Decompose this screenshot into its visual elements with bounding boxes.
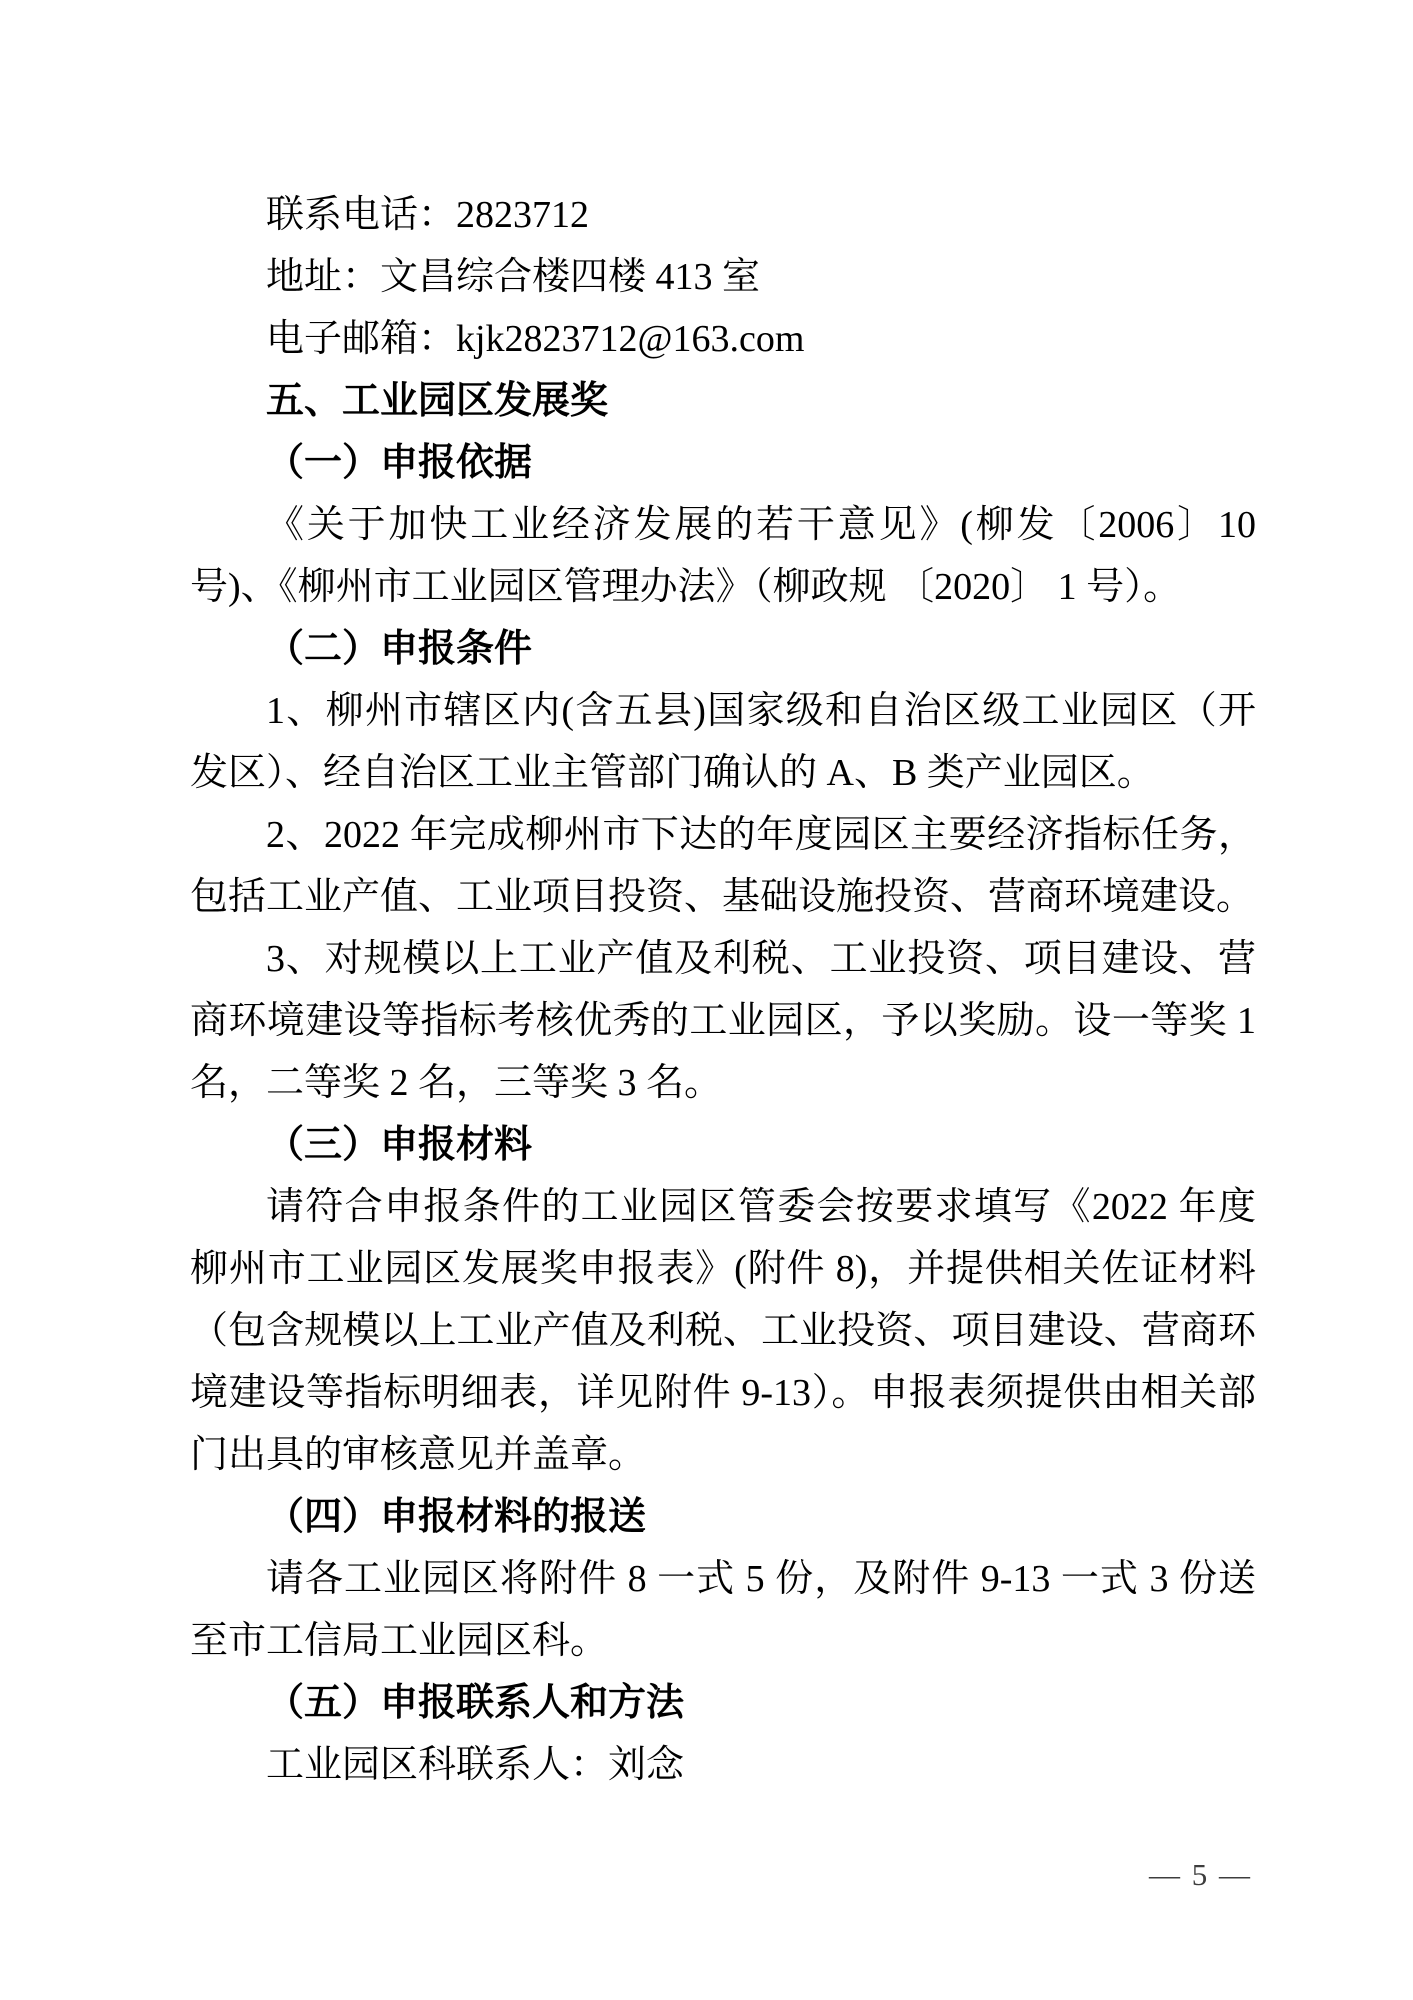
subsection-2-heading: （二）申报条件 bbox=[266, 628, 533, 670]
contact-email-line: 电子邮箱：kjk2823712@163.com bbox=[266, 318, 805, 360]
contact-phone-line: 联系电话：2823712 bbox=[266, 194, 590, 236]
materials-paragraph: 请符合申报条件的工业园区管委会按要求填写《2022 年度柳州市工业园区发展奖申报表》(附件 8)，并提供相关佐证材料（包含规模以上工业产值及利税、工业投资、项目建设、营商环境建设等指标明细表，详见附件 9-13）。申报表须提供由相关部门出具的审核意见并盖章。 bbox=[190, 1186, 1256, 1476]
document-body bbox=[190, 184, 1256, 1796]
subsection-1-heading: （一）申报依据 bbox=[266, 442, 533, 484]
declaration-basis-paragraph: 《关于加快工业经济发展的若干意见》(柳发〔2006〕10 号)、《柳州市工业园区管理办法》（柳政规 〔2020〕 1 号）。 bbox=[190, 504, 1256, 608]
subsection-4-heading: （四）申报材料的报送 bbox=[266, 1496, 647, 1538]
contact-person-line: 工业园区科联系人：刘念 bbox=[266, 1744, 685, 1786]
condition-item-1: 1、柳州市辖区内(含五县)国家级和自治区级工业园区（开发区）、经自治区工业主管部门确认的 A、B 类产业园区。 bbox=[190, 690, 1256, 794]
submission-paragraph: 请各工业园区将附件 8 一式 5 份，及附件 9-13 一式 3 份送至市工信局工业园区科。 bbox=[190, 1558, 1256, 1662]
subsection-3-heading: （三）申报材料 bbox=[266, 1124, 533, 1166]
contact-address-line: 地址：文昌综合楼四楼 413 室 bbox=[266, 256, 761, 298]
subsection-5-heading: （五）申报联系人和方法 bbox=[266, 1682, 685, 1724]
condition-item-3: 3、对规模以上工业产值及利税、工业投资、项目建设、营商环境建设等指标考核优秀的工业园区，予以奖励。设一等奖 1 名，二等奖 2 名，三等奖 3 名。 bbox=[190, 938, 1256, 1104]
section-5-heading: 五、工业园区发展奖 bbox=[266, 380, 609, 422]
page-number: — 5 — bbox=[1149, 1857, 1252, 1892]
condition-item-2: 2、2022 年完成柳州市下达的年度园区主要经济指标任务，包括工业产值、工业项目投资、基础设施投资、营商环境建设。 bbox=[190, 814, 1256, 918]
